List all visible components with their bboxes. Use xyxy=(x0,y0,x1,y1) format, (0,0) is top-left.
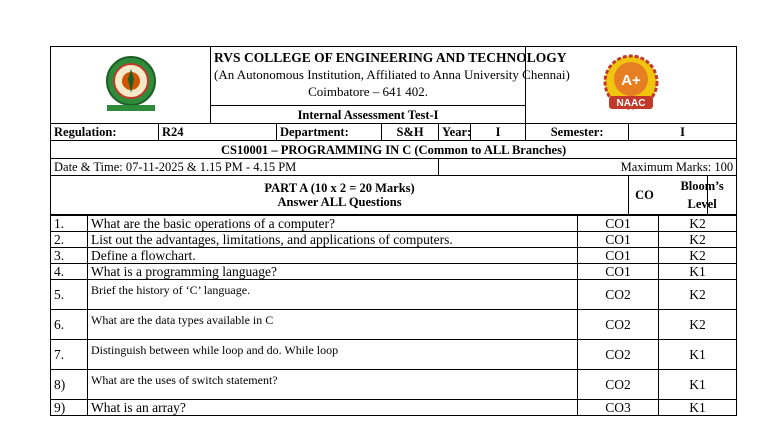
question-number: 2. xyxy=(51,232,88,248)
course-title: CS10001 – PROGRAMMING IN C (Common to ALL Branches) xyxy=(51,141,737,159)
regulation-value: R24 xyxy=(159,124,277,141)
question-number: 8) xyxy=(51,370,88,400)
exam-date-time: Date & Time: 07-11-2025 & 1.15 PM - 4.15 PM xyxy=(51,159,439,176)
year-value: I xyxy=(471,124,526,141)
question-bloom-level: K2 xyxy=(659,280,737,310)
department-label: Department: xyxy=(277,124,382,141)
question-text: Distinguish between while loop and do. While loop xyxy=(88,340,578,370)
college-affiliation: (An Autonomous Institution, Affiliated to Anna University Chennai) xyxy=(214,67,570,82)
question-row xyxy=(51,310,737,340)
part-a-heading xyxy=(51,176,629,215)
question-bloom-level: K2 xyxy=(659,232,737,248)
co-column-header: CO xyxy=(629,176,708,215)
question-number: 3. xyxy=(51,248,88,264)
question-text: What are the data types available in C xyxy=(88,310,578,340)
question-text: List out the advantages, limitations, and applications of computers. xyxy=(88,232,578,248)
question-text: What are the basic operations of a computer? xyxy=(88,216,578,232)
question-co: CO1 xyxy=(578,216,659,232)
part-a-questions-table xyxy=(50,215,737,416)
college-location: Coimbatore – 641 402. xyxy=(308,84,429,99)
question-bloom-level: K2 xyxy=(659,216,737,232)
college-name: RVS COLLEGE OF ENGINEERING AND TECHNOLOGY xyxy=(214,50,567,65)
question-row xyxy=(51,264,737,280)
question-row xyxy=(51,370,737,400)
regulation-label: Regulation: xyxy=(51,124,159,141)
year-label: Year: xyxy=(439,124,471,141)
bloom-header-line-2: Level xyxy=(687,197,717,211)
part-a-instruction: Answer ALL Questions xyxy=(277,195,402,209)
question-co: CO2 xyxy=(578,370,659,400)
question-number: 5. xyxy=(51,280,88,310)
question-row xyxy=(51,400,737,416)
college-emblem-icon xyxy=(99,55,163,113)
question-text: What is a programming language? xyxy=(88,264,578,280)
question-text: What are the uses of switch statement? xyxy=(88,370,578,400)
question-co: CO1 xyxy=(578,264,659,280)
question-co: CO2 xyxy=(578,310,659,340)
question-number: 7. xyxy=(51,340,88,370)
naac-grade: A+ xyxy=(621,71,641,89)
question-row xyxy=(51,216,737,232)
semester-value: I xyxy=(629,124,737,141)
question-co: CO3 xyxy=(578,400,659,416)
exam-header-table xyxy=(50,46,737,215)
question-number: 1. xyxy=(51,216,88,232)
question-paper xyxy=(50,46,736,416)
part-a-title: PART A (10 x 2 = 20 Marks) xyxy=(264,181,415,195)
question-text: What is an array? xyxy=(88,400,578,416)
question-row xyxy=(51,248,737,264)
college-header xyxy=(211,47,570,106)
naac-badge-icon xyxy=(600,52,662,116)
question-bloom-level: K2 xyxy=(659,310,737,340)
question-co: CO2 xyxy=(578,280,659,310)
question-co: CO1 xyxy=(578,232,659,248)
question-text: Brief the history of ‘C’ language. xyxy=(88,280,578,310)
question-row xyxy=(51,340,737,370)
question-bloom-level: K1 xyxy=(659,400,737,416)
question-bloom-level: K1 xyxy=(659,370,737,400)
question-number: 6. xyxy=(51,310,88,340)
question-row xyxy=(51,280,737,310)
question-text: Define a flowchart. xyxy=(88,248,578,264)
question-row xyxy=(51,232,737,248)
semester-label: Semester: xyxy=(526,124,629,141)
bloom-header-line-1: Bloom’s xyxy=(680,179,724,193)
question-bloom-level: K1 xyxy=(659,264,737,280)
college-logo xyxy=(51,47,211,124)
question-bloom-level: K1 xyxy=(659,340,737,370)
maximum-marks: Maximum Marks: 100 xyxy=(439,159,737,176)
question-co: CO1 xyxy=(578,248,659,264)
question-bloom-level: K2 xyxy=(659,248,737,264)
question-number: 4. xyxy=(51,264,88,280)
question-number: 9) xyxy=(51,400,88,416)
test-name: Internal Assessment Test-I xyxy=(211,106,526,124)
bloom-level-header xyxy=(680,176,737,215)
naac-label: NAAC xyxy=(616,97,646,109)
question-co: CO2 xyxy=(578,340,659,370)
department-value: S&H xyxy=(382,124,439,141)
